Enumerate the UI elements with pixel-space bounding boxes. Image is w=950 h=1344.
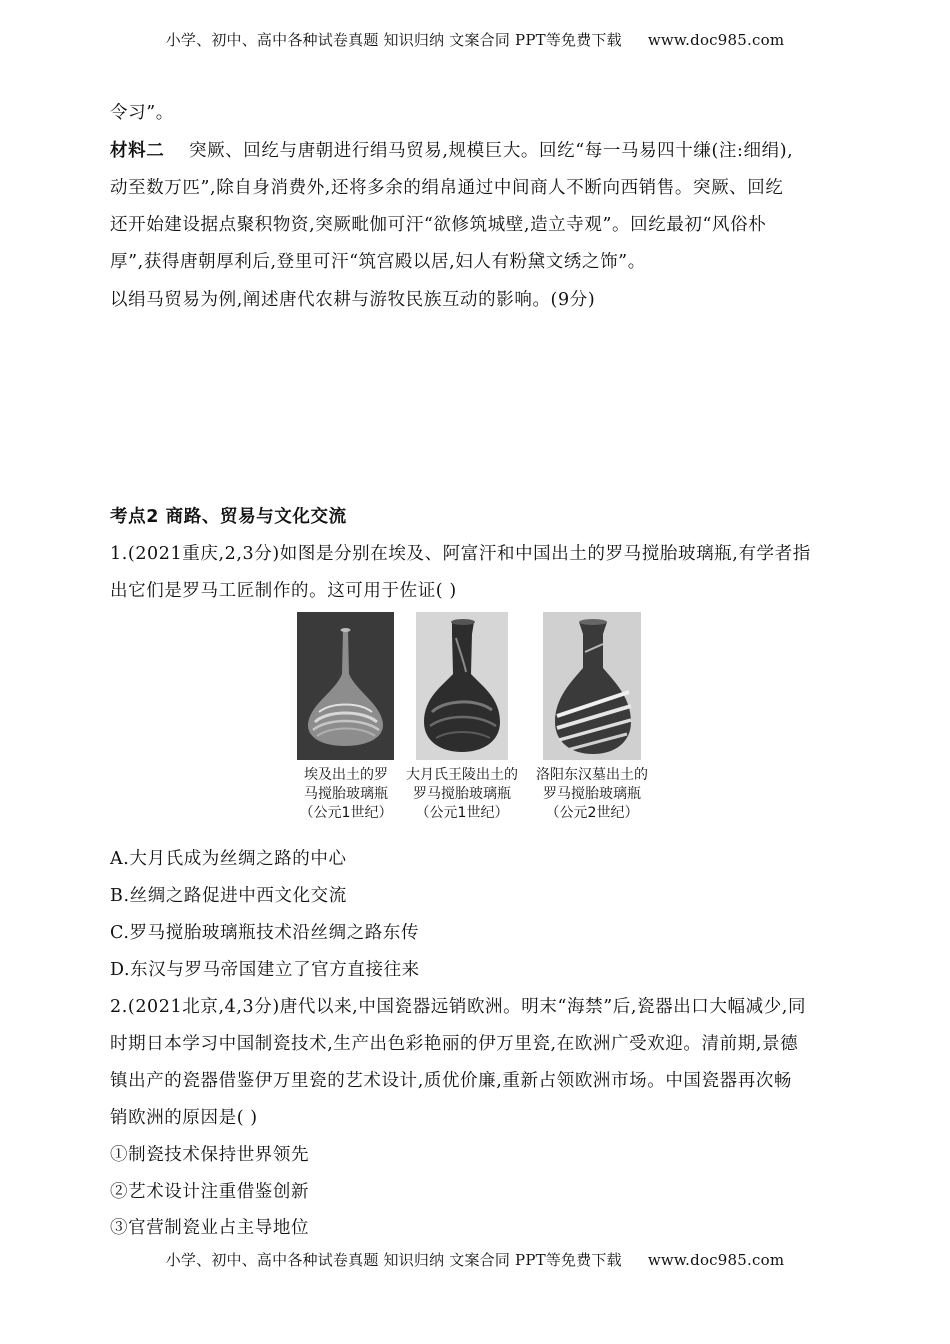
material-line-1	[110, 139, 850, 163]
material-line-2: 动至数万匹”,除自身消费外,还将多余的绢帛通过中间商人不断向西销售。突厥、回纥	[110, 178, 784, 198]
q1-option-c: C.罗马搅胎玻璃瓶技术沿丝绸之路东传	[110, 923, 420, 943]
q2-item-2: ②艺术设计注重借鉴创新	[110, 1182, 310, 1202]
photo-caption-afghanistan	[400, 766, 524, 823]
footer-text: 小学、初中、高中各种试卷真题 知识归纳 文案合同 PPT等免费下载	[165, 1251, 622, 1269]
section-title: 考点2 商路、贸易与文化交流	[110, 507, 347, 527]
caption-line: （公元2世纪）	[545, 805, 639, 821]
q1-line-2: 出它们是罗马工匠制作的。这可用于佐证( )	[110, 581, 457, 601]
caption-line: 罗马搅胎玻璃瓶	[543, 786, 641, 802]
header-text: 小学、初中、高中各种试卷真题 知识归纳 文案合同 PPT等免费下载	[165, 31, 622, 49]
q1-option-d: D.东汉与罗马帝国建立了官方直接往来	[110, 960, 420, 980]
q2-line-1: 2.(2021北京,4,3分)唐代以来,中国瓷器远销欧洲。明末“海禁”后,瓷器出口大幅减少,同	[110, 997, 807, 1017]
q2-line-4: 销欧洲的原因是( )	[110, 1108, 258, 1128]
material-question: 以绢马贸易为例,阐述唐代农耕与游牧民族互动的影响。(9分)	[110, 290, 596, 310]
photo-caption-luoyang	[528, 766, 656, 823]
page-header	[0, 29, 950, 50]
material-line-0: 令习”。	[110, 103, 174, 123]
material-line-4: 厚”,获得唐朝厚利后,登里可汗“筑宫殿以居,妇人有粉黛文绣之饰”。	[110, 252, 646, 272]
q2-line-2: 时期日本学习中国制瓷技术,生产出色彩艳丽的伊万里瓷,在欧洲广受欢迎。清前期,景德	[110, 1034, 799, 1054]
photo-caption-egypt	[292, 766, 400, 823]
page-footer	[0, 1249, 950, 1270]
q2-item-1: ①制瓷技术保持世界领先	[110, 1145, 310, 1165]
caption-line: （公元1世纪）	[299, 805, 393, 821]
footer-url[interactable]: www.doc985.com	[647, 1251, 785, 1269]
q1-option-b: B.丝绸之路促进中西文化交流	[110, 886, 347, 906]
material-label: 材料二	[110, 141, 165, 161]
caption-line: （公元1世纪）	[415, 805, 509, 821]
q2-item-3: ③官营制瓷业占主导地位	[110, 1218, 310, 1238]
caption-line: 埃及出土的罗	[304, 767, 388, 783]
material-line-3: 还开始建设据点聚积物资,突厥毗伽可汗“欲修筑城壁,造立寺观”。回纥最初“风俗朴	[110, 215, 767, 235]
q2-line-3: 镇出产的瓷器借鉴伊万里瓷的艺术设计,质优价廉,重新占领欧洲市场。中国瓷器再次畅	[110, 1071, 793, 1091]
caption-line: 马搅胎玻璃瓶	[304, 786, 388, 802]
caption-line: 大月氏王陵出土的	[406, 767, 518, 783]
caption-line: 洛阳东汉墓出土的	[536, 767, 648, 783]
glass-bottle-photo-afghanistan	[416, 612, 508, 760]
material-text-1: 突厥、回纥与唐朝进行绢马贸易,规模巨大。回纥“每一马易四十缣(注:细绢),	[188, 141, 794, 161]
caption-line: 罗马搅胎玻璃瓶	[413, 786, 511, 802]
q1-line-1: 1.(2021重庆,2,3分)如图是分别在埃及、阿富汗和中国出土的罗马搅胎玻璃瓶,有学者指	[110, 544, 811, 564]
glass-bottle-photo-egypt	[297, 612, 394, 760]
q1-option-a: A.大月氏成为丝绸之路的中心	[110, 849, 347, 869]
glass-bottle-photo-luoyang	[543, 612, 641, 760]
header-url[interactable]: www.doc985.com	[647, 31, 785, 49]
